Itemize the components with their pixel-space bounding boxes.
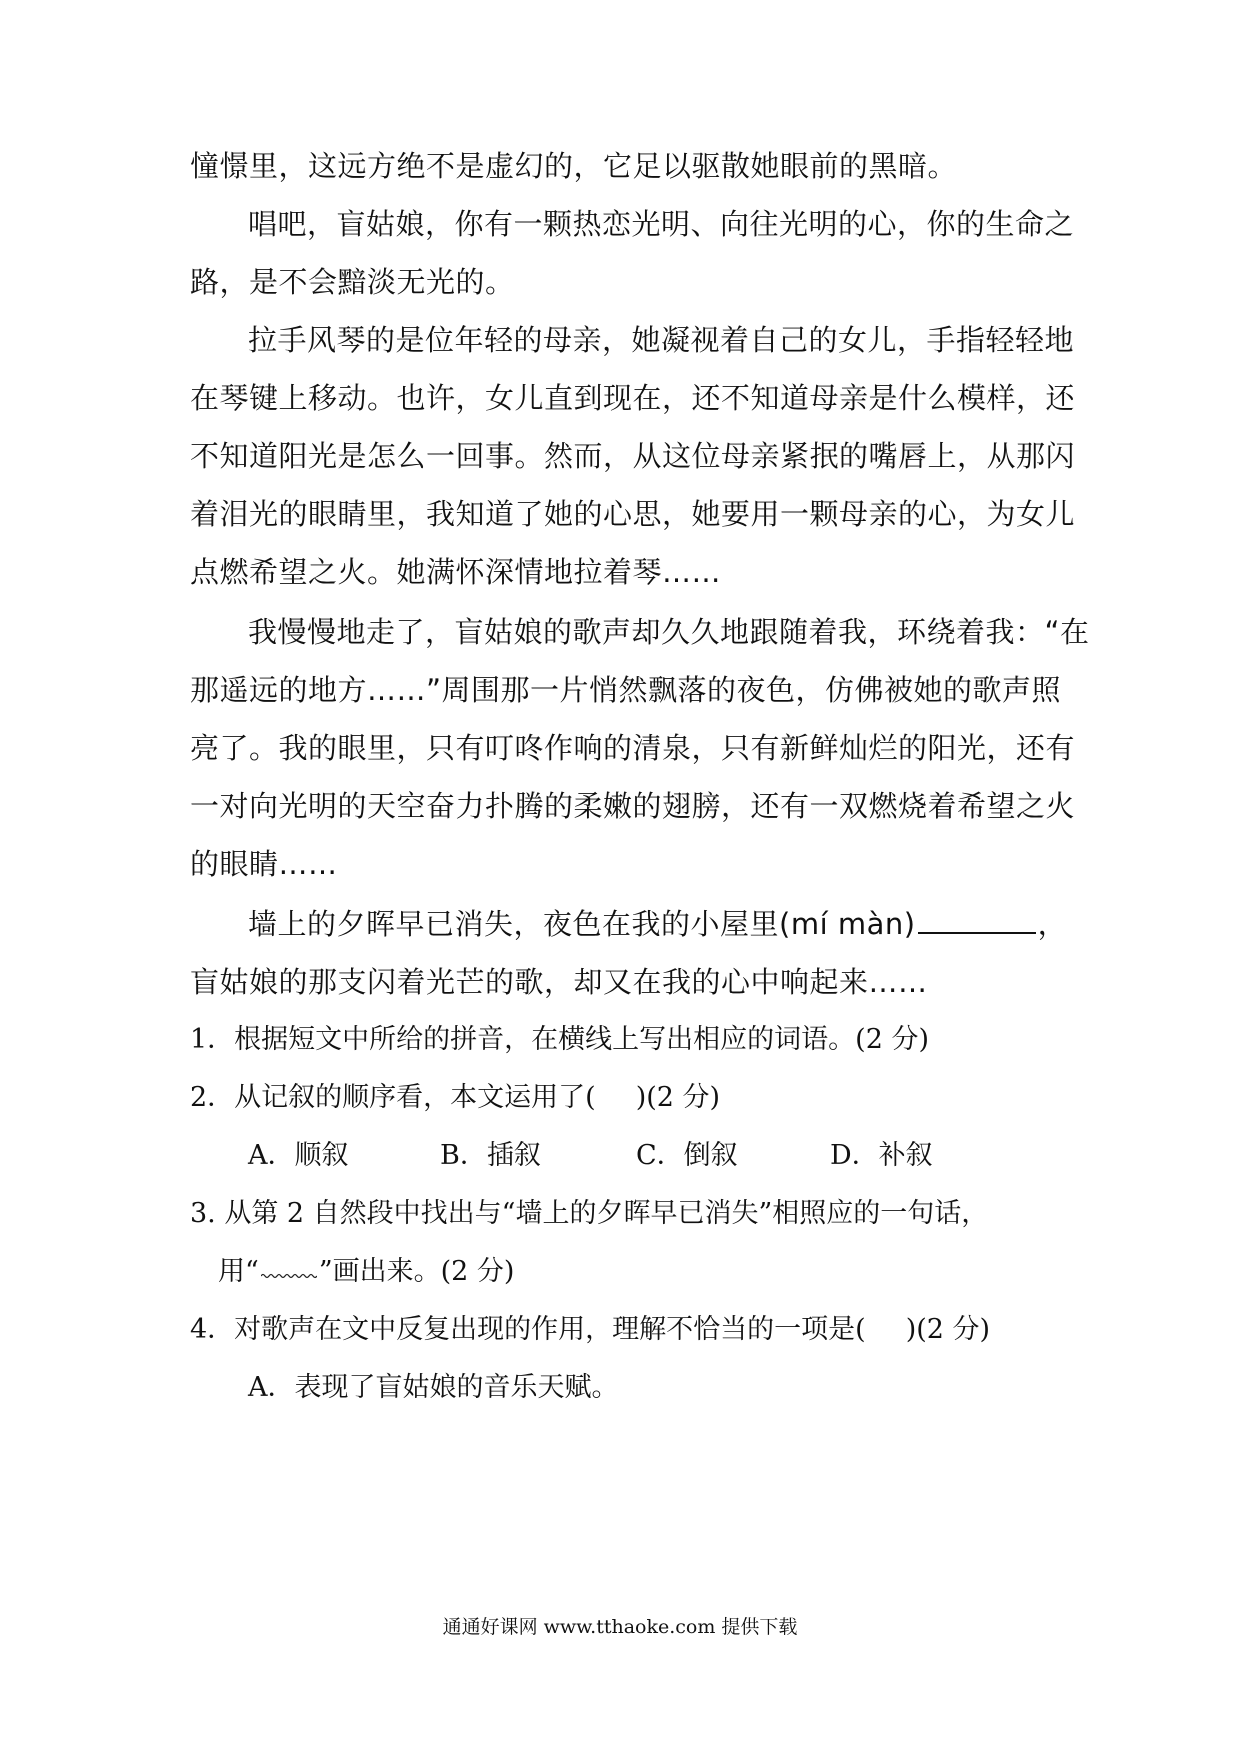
passage-line: 盲姑娘的那支闪着光芒的歌，却又在我的心中响起来…… — [190, 965, 928, 999]
passage-line: 着泪光的眼睛里，我知道了她的心思，她要用一颗母亲的心，为女儿 — [190, 497, 1076, 531]
wavy-underline-icon — [261, 1252, 317, 1272]
question-1: 1．根据短文中所给的拼音，在横线上写出相应的词语。(2 分) — [190, 1024, 930, 1055]
passage-line: 亮了。我的眼里，只有叮咚作响的清泉，只有新鲜灿烂的阳光，还有 — [190, 731, 1076, 765]
passage-line: 的眼睛…… — [190, 847, 338, 881]
passage-line: 拉手风琴的是位年轻的母亲，她凝视着自己的女儿，手指轻轻地 — [248, 323, 1075, 357]
answer-blank[interactable] — [918, 908, 1036, 934]
question-text: )(2 分) — [905, 1314, 991, 1345]
passage-line: 憧憬里，这远方绝不是虚幻的，它足以驱散她眼前的黑暗。 — [190, 149, 958, 183]
option-d: D．补叙 — [830, 1140, 933, 1171]
question-4-option-a: A．表现了盲姑娘的音乐天赋。 — [248, 1372, 619, 1403]
passage-text: 墙上的夕晖早已消失，夜色在我的小屋里(mí màn) — [248, 907, 916, 941]
footer-source: 通通好课网 www.tthaoke.com 提供下载 — [442, 1616, 798, 1638]
passage-line: 那遥远的地方……”周围那一片悄然飘落的夜色，仿佛被她的歌声照 — [190, 673, 1062, 707]
question-3-line2 — [218, 1252, 514, 1292]
question-text: 2．从记叙的顺序看，本文运用了( — [190, 1082, 596, 1113]
passage-line: 唱吧，盲姑娘，你有一颗热恋光明、向往光明的心，你的生命之 — [248, 207, 1075, 241]
question-text: )(2 分) — [635, 1082, 721, 1113]
option-c: C．倒叙 — [636, 1140, 738, 1171]
question-4 — [190, 1310, 990, 1350]
question-2 — [190, 1078, 720, 1118]
passage-line-with-blank — [248, 904, 1070, 944]
option-a: A．顺叙 — [248, 1140, 349, 1171]
question-text: 4．对歌声在文中反复出现的作用，理解不恰当的一项是( — [190, 1314, 866, 1345]
question-text: 用“ — [218, 1256, 259, 1287]
passage-line: 一对向光明的天空奋力扑腾的柔嫩的翅膀，还有一双燃烧着希望之火 — [190, 789, 1076, 823]
passage-line: 在琴键上移动。也许，女儿直到现在，还不知道母亲是什么模样，还 — [190, 381, 1076, 415]
question-text: ”画出来。(2 分) — [318, 1256, 515, 1287]
passage-line: 我慢慢地走了，盲姑娘的歌声却久久地跟随着我，环绕着我：“在 — [248, 615, 1090, 649]
passage-line: 不知道阳光是怎么一回事。然而，从这位母亲紧抿的嘴唇上，从那闪 — [190, 439, 1076, 473]
option-b: B．插叙 — [440, 1140, 541, 1171]
passage-text: ， — [1037, 907, 1068, 941]
passage-line: 点燃希望之火。她满怀深情地拉着琴…… — [190, 555, 722, 589]
question-3: 3. 从第 2 自然段中找出与“墙上的夕晖早已消失”相照应的一句话， — [190, 1198, 989, 1229]
passage-line: 路，是不会黯淡无光的。 — [190, 265, 515, 299]
